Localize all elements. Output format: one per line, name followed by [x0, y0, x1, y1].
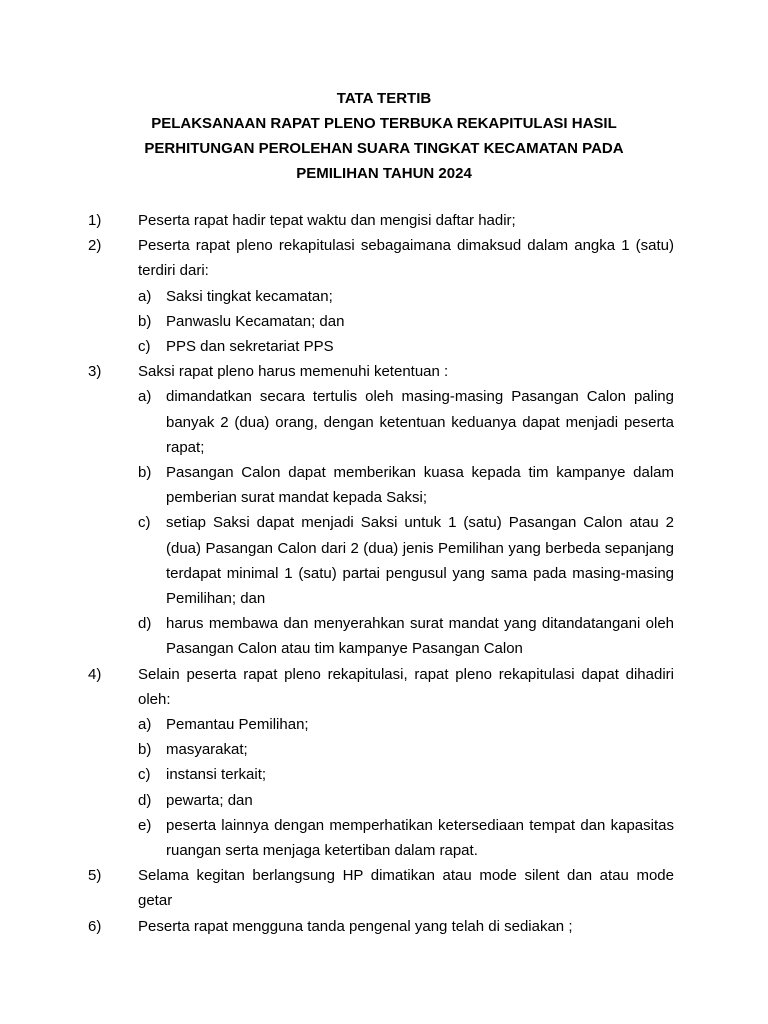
- rule-number: 3): [88, 363, 102, 381]
- sub-item-text: setiap Saksi dapat menjadi Saksi untuk 1 (satu) Pasangan Calon atau 2 (dua) Pasangan Calon dari 2 (dua) jenis Pemilihan yang berbeda sepanjang terdapat minimal 1 (satu) partai pengusul yang sama pada masing-masing Pemilihan; dan: [166, 514, 674, 608]
- sub-item-label: d): [138, 615, 152, 633]
- rule-item: [88, 863, 674, 913]
- rule-number: 2): [88, 237, 102, 255]
- rule-item: [88, 208, 674, 233]
- title-line-1: TATA TERTIB: [336, 90, 432, 107]
- rule-item: [88, 233, 674, 359]
- sub-item-label: c): [138, 766, 151, 784]
- sub-item: [138, 712, 674, 737]
- title-line-3: PERHITUNGAN PEROLEHAN SUARA TINGKAT KECAMATAN PADA: [144, 140, 624, 157]
- sub-item-label: d): [138, 791, 152, 809]
- sub-item-label: c): [138, 338, 151, 356]
- sub-item: [138, 611, 674, 661]
- sub-item-text: Saksi tingkat kecamatan;: [166, 287, 333, 305]
- rule-text: Peserta rapat hadir tepat waktu dan mengisi daftar hadir;: [138, 212, 516, 229]
- sub-item: [138, 309, 674, 334]
- sub-item-text: instansi terkait;: [166, 766, 267, 784]
- sub-item: [138, 510, 674, 611]
- sub-item-label: a): [138, 287, 152, 305]
- document-title: [0, 86, 768, 186]
- sub-item: [138, 813, 674, 863]
- sub-item: [138, 762, 674, 787]
- sub-item: [138, 284, 674, 309]
- rule-text: Peserta rapat mengguna tanda pengenal yang telah di sediakan ;: [138, 917, 573, 935]
- rules-list: [88, 208, 674, 939]
- sub-item: [138, 460, 674, 510]
- rule-number: 6): [88, 917, 102, 935]
- rule-item: [88, 914, 674, 939]
- sub-item-label: b): [138, 741, 152, 759]
- sub-item-text: peserta lainnya dengan memperhatikan ketersediaan tempat dan kapasitas ruangan serta menjaga ketertiban dalam rapat.: [166, 816, 674, 860]
- title-line-4: PEMILIHAN TAHUN 2024: [296, 165, 472, 182]
- sub-item-text: masyarakat;: [166, 741, 248, 759]
- sub-item-text: pewarta; dan: [166, 791, 253, 809]
- sub-item-label: c): [138, 514, 151, 532]
- sub-item-label: b): [138, 464, 152, 482]
- sub-item: [138, 788, 674, 813]
- rule-number: 1): [88, 212, 102, 229]
- sub-item-text: PPS dan sekretariat PPS: [166, 338, 334, 356]
- rule-text: Selama kegitan berlangsung HP dimatikan atau mode silent dan atau mode getar: [138, 867, 674, 910]
- rule-number: 4): [88, 665, 102, 683]
- rule-item: [88, 662, 674, 864]
- sub-item-label: b): [138, 312, 152, 330]
- sub-item: [138, 737, 674, 762]
- rule-text: Saksi rapat pleno harus memenuhi ketentuan :: [138, 363, 449, 381]
- rule-item: [88, 359, 674, 661]
- sub-item-label: a): [138, 388, 152, 406]
- sub-item-text: harus membawa dan menyerahkan surat mandat yang ditandatangani oleh Pasangan Calon atau tim kampanye Pasangan Calon: [166, 615, 674, 658]
- sub-item-label: e): [138, 816, 152, 834]
- rule-text: Selain peserta rapat pleno rekapitulasi, rapat pleno rekapitulasi dapat dihadiri oleh:: [138, 665, 674, 708]
- rule-number: 5): [88, 867, 102, 885]
- rule-text: Peserta rapat pleno rekapitulasi sebagaimana dimaksud dalam angka 1 (satu) terdiri dari:: [138, 237, 674, 280]
- sub-item-text: Panwaslu Kecamatan; dan: [166, 312, 345, 330]
- sub-item-text: dimandatkan secara tertulis oleh masing-masing Pasangan Calon paling banyak 2 (dua) orang, dengan ketentuan keduanya dapat menjadi peserta rapat;: [166, 388, 674, 456]
- sub-item-text: Pasangan Calon dapat memberikan kuasa kepada tim kampanye dalam pemberian surat mandat kepada Saksi;: [166, 464, 674, 507]
- sub-item: [138, 334, 674, 359]
- sub-item-text: Pemantau Pemilihan;: [166, 716, 309, 734]
- sub-item-label: a): [138, 716, 152, 734]
- sub-item: [138, 384, 674, 460]
- title-line-2: PELAKSANAAN RAPAT PLENO TERBUKA REKAPITULASI HASIL: [151, 115, 617, 132]
